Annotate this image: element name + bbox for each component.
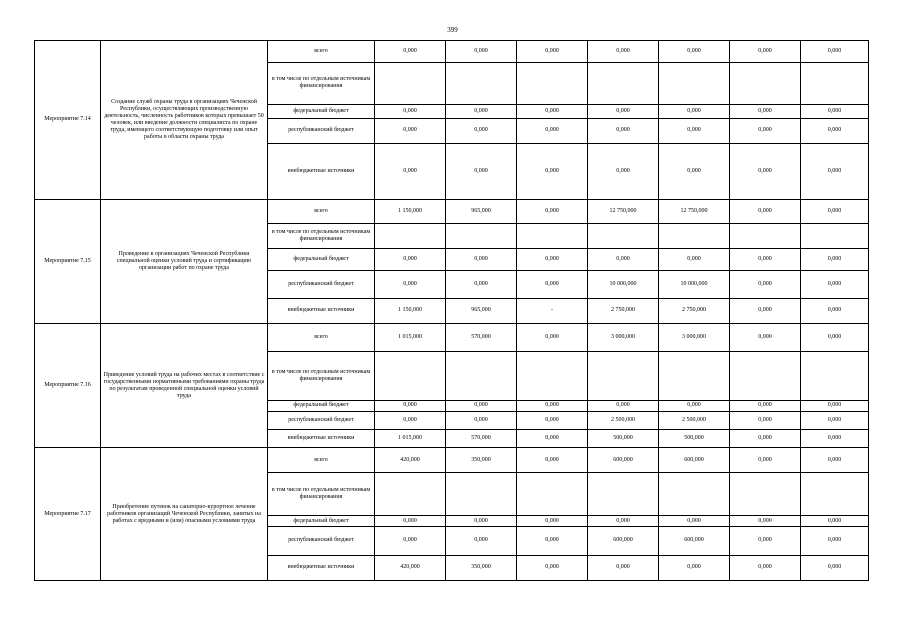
amount-cell: [588, 223, 659, 248]
amount-cell: 600,000: [588, 527, 659, 555]
amount-cell: 0,000: [801, 448, 869, 472]
funding-source: внебюджетные источники: [268, 430, 375, 448]
amount-cell: 965,000: [446, 298, 517, 323]
funding-source: внебюджетные источники: [268, 144, 375, 200]
amount-cell: [446, 63, 517, 104]
amount-cell: 0,000: [659, 249, 730, 271]
amount-cell: [517, 472, 588, 515]
amount-cell: 0,000: [730, 271, 801, 298]
event-code: Мероприятие 7.17: [35, 448, 101, 581]
amount-cell: [375, 472, 446, 515]
amount-cell: [446, 472, 517, 515]
amount-cell: 0,000: [588, 249, 659, 271]
amount-cell: 0,000: [801, 118, 869, 143]
funding-source: республиканский бюджет: [268, 118, 375, 143]
amount-cell: 350,000: [446, 448, 517, 472]
event-description: Создание служб охраны труда в организациях Чеченской Республики, осуществляющих производственную деятельность, численность работников которых превышает 50 человек, или введение должности специалиста по охране труда, имеющего соответствующую подготовку или опыт работы в области охраны труда: [101, 41, 268, 200]
amount-cell: 0,000: [730, 400, 801, 411]
amount-cell: 0,000: [588, 555, 659, 580]
amount-cell: [801, 352, 869, 401]
amount-cell: 0,000: [730, 527, 801, 555]
amount-cell: 0,000: [730, 516, 801, 527]
amount-cell: [446, 352, 517, 401]
amount-cell: 0,000: [375, 527, 446, 555]
amount-cell: 0,000: [446, 271, 517, 298]
amount-cell: 2 500,000: [588, 412, 659, 430]
amount-cell: 0,000: [517, 104, 588, 118]
amount-cell: [730, 472, 801, 515]
amount-cell: 0,000: [801, 516, 869, 527]
amount-cell: 3 000,000: [659, 324, 730, 352]
amount-cell: [659, 352, 730, 401]
amount-cell: 0,000: [517, 271, 588, 298]
amount-cell: 0,000: [801, 298, 869, 323]
amount-cell: 0,000: [588, 118, 659, 143]
amount-cell: [517, 63, 588, 104]
budget-table: [34, 40, 869, 581]
funding-source: в том числе по отдельным источникам финансирования: [268, 223, 375, 248]
page-number: 399: [447, 26, 458, 34]
table-row: [35, 324, 869, 352]
amount-cell: 0,000: [375, 271, 446, 298]
funding-source: в том числе по отдельным источникам финансирования: [268, 63, 375, 104]
amount-cell: 0,000: [375, 400, 446, 411]
amount-cell: [446, 223, 517, 248]
amount-cell: 0,000: [375, 516, 446, 527]
amount-cell: [659, 63, 730, 104]
amount-cell: 0,000: [446, 104, 517, 118]
amount-cell: 0,000: [375, 118, 446, 143]
amount-cell: 0,000: [730, 448, 801, 472]
amount-cell: [375, 63, 446, 104]
amount-cell: 0,000: [801, 271, 869, 298]
amount-cell: 420,000: [375, 448, 446, 472]
amount-cell: 600,000: [588, 448, 659, 472]
amount-cell: 0,000: [588, 516, 659, 527]
amount-cell: [801, 472, 869, 515]
amount-cell: 0,000: [730, 412, 801, 430]
amount-cell: 0,000: [659, 118, 730, 143]
amount-cell: [801, 223, 869, 248]
amount-cell: 0,000: [801, 324, 869, 352]
event-description: Приведение условий труда на рабочих местах в соответствие с государственными нормативными требованиями охраны труда по результатам проведенной специальной оценки условий труда: [101, 324, 268, 448]
amount-cell: 0,000: [446, 412, 517, 430]
amount-cell: 0,000: [517, 555, 588, 580]
funding-source: в том числе по отдельным источникам финансирования: [268, 472, 375, 515]
amount-cell: 0,000: [517, 448, 588, 472]
amount-cell: 0,000: [730, 555, 801, 580]
amount-cell: 3 000,000: [588, 324, 659, 352]
amount-cell: [659, 223, 730, 248]
amount-cell: 0,000: [375, 412, 446, 430]
amount-cell: [517, 352, 588, 401]
amount-cell: [588, 63, 659, 104]
amount-cell: 500,000: [659, 430, 730, 448]
amount-cell: 0,000: [588, 400, 659, 411]
amount-cell: 2 750,000: [659, 298, 730, 323]
amount-cell: 0,000: [375, 144, 446, 200]
event-code: Мероприятие 7.15: [35, 199, 101, 323]
amount-cell: [730, 223, 801, 248]
amount-cell: 1 015,000: [375, 324, 446, 352]
amount-cell: 0,000: [730, 298, 801, 323]
amount-cell: 0,000: [730, 118, 801, 143]
amount-cell: 0,000: [659, 144, 730, 200]
amount-cell: 420,000: [375, 555, 446, 580]
amount-cell: [730, 63, 801, 104]
amount-cell: 0,000: [730, 430, 801, 448]
funding-source: республиканский бюджет: [268, 271, 375, 298]
amount-cell: 1 150,000: [375, 298, 446, 323]
amount-cell: [730, 352, 801, 401]
funding-source: всего: [268, 41, 375, 63]
funding-source: в том числе по отдельным источникам финансирования: [268, 352, 375, 401]
funding-source: федеральный бюджет: [268, 516, 375, 527]
amount-cell: 0,000: [730, 199, 801, 223]
amount-cell: 0,000: [659, 104, 730, 118]
amount-cell: 0,000: [446, 249, 517, 271]
amount-cell: [801, 63, 869, 104]
amount-cell: 12 750,000: [588, 199, 659, 223]
amount-cell: 0,000: [801, 199, 869, 223]
amount-cell: [375, 352, 446, 401]
event-description: Приобретение путевок на санаторно-курортное лечение работников организаций Чеченской Республики, занятых на работах с вредными и (или) опасными условиями труда: [101, 448, 268, 581]
amount-cell: 0,000: [801, 400, 869, 411]
amount-cell: 0,000: [588, 144, 659, 200]
funding-source: федеральный бюджет: [268, 104, 375, 118]
amount-cell: 0,000: [801, 144, 869, 200]
amount-cell: 0,000: [517, 324, 588, 352]
amount-cell: [517, 223, 588, 248]
amount-cell: 500,000: [588, 430, 659, 448]
funding-source: всего: [268, 324, 375, 352]
event-code: Мероприятие 7.16: [35, 324, 101, 448]
amount-cell: 10 000,000: [588, 271, 659, 298]
amount-cell: 0,000: [375, 249, 446, 271]
budget-table-body: [35, 41, 869, 581]
funding-source: внебюджетные источники: [268, 555, 375, 580]
amount-cell: 0,000: [446, 527, 517, 555]
amount-cell: 0,000: [517, 400, 588, 411]
amount-cell: 0,000: [517, 516, 588, 527]
amount-cell: 0,000: [517, 430, 588, 448]
amount-cell: 0,000: [375, 104, 446, 118]
amount-cell: [588, 352, 659, 401]
amount-cell: 12 750,000: [659, 199, 730, 223]
event-description: Проведение в организациях Чеченской Республики специальной оценки условий труда и сертификацию организации работ по охране труда: [101, 199, 268, 323]
event-code: Мероприятие 7.14: [35, 41, 101, 200]
funding-source: всего: [268, 448, 375, 472]
funding-source: всего: [268, 199, 375, 223]
amount-cell: 0,000: [730, 41, 801, 63]
amount-cell: 0,000: [801, 412, 869, 430]
amount-cell: 0,000: [801, 430, 869, 448]
amount-cell: 0,000: [446, 400, 517, 411]
amount-cell: 0,000: [517, 41, 588, 63]
amount-cell: 0,000: [446, 41, 517, 63]
amount-cell: 0,000: [517, 249, 588, 271]
table-row: [35, 199, 869, 223]
amount-cell: 10 000,000: [659, 271, 730, 298]
amount-cell: 0,000: [730, 324, 801, 352]
amount-cell: 0,000: [730, 144, 801, 200]
amount-cell: 0,000: [517, 412, 588, 430]
amount-cell: 0,000: [517, 527, 588, 555]
amount-cell: 570,000: [446, 430, 517, 448]
amount-cell: 0,000: [730, 104, 801, 118]
amount-cell: 0,000: [659, 400, 730, 411]
amount-cell: [659, 472, 730, 515]
amount-cell: 0,000: [446, 516, 517, 527]
amount-cell: 2 750,000: [588, 298, 659, 323]
amount-cell: 2 500,000: [659, 412, 730, 430]
amount-cell: 0,000: [588, 41, 659, 63]
table-row: [35, 448, 869, 472]
amount-cell: 0,000: [801, 41, 869, 63]
amount-cell: 600,000: [659, 448, 730, 472]
funding-source: федеральный бюджет: [268, 400, 375, 411]
amount-cell: 0,000: [517, 199, 588, 223]
funding-source: республиканский бюджет: [268, 412, 375, 430]
amount-cell: 600,000: [659, 527, 730, 555]
table-row: [35, 41, 869, 63]
amount-cell: 965,000: [446, 199, 517, 223]
amount-cell: 0,000: [517, 118, 588, 143]
amount-cell: 0,000: [446, 118, 517, 143]
funding-source: внебюджетные источники: [268, 298, 375, 323]
amount-cell: 0,000: [730, 249, 801, 271]
amount-cell: [375, 223, 446, 248]
amount-cell: [588, 472, 659, 515]
amount-cell: 0,000: [659, 516, 730, 527]
funding-source: федеральный бюджет: [268, 249, 375, 271]
amount-cell: 0,000: [375, 41, 446, 63]
amount-cell: 0,000: [588, 104, 659, 118]
amount-cell: 0,000: [517, 144, 588, 200]
amount-cell: -: [517, 298, 588, 323]
amount-cell: 0,000: [801, 104, 869, 118]
amount-cell: 350,000: [446, 555, 517, 580]
amount-cell: 0,000: [801, 249, 869, 271]
amount-cell: 0,000: [659, 41, 730, 63]
amount-cell: 570,000: [446, 324, 517, 352]
amount-cell: 0,000: [801, 527, 869, 555]
funding-source: республиканский бюджет: [268, 527, 375, 555]
amount-cell: 0,000: [446, 144, 517, 200]
amount-cell: 1 015,000: [375, 430, 446, 448]
amount-cell: 0,000: [659, 555, 730, 580]
amount-cell: 0,000: [801, 555, 869, 580]
amount-cell: 1 150,000: [375, 199, 446, 223]
